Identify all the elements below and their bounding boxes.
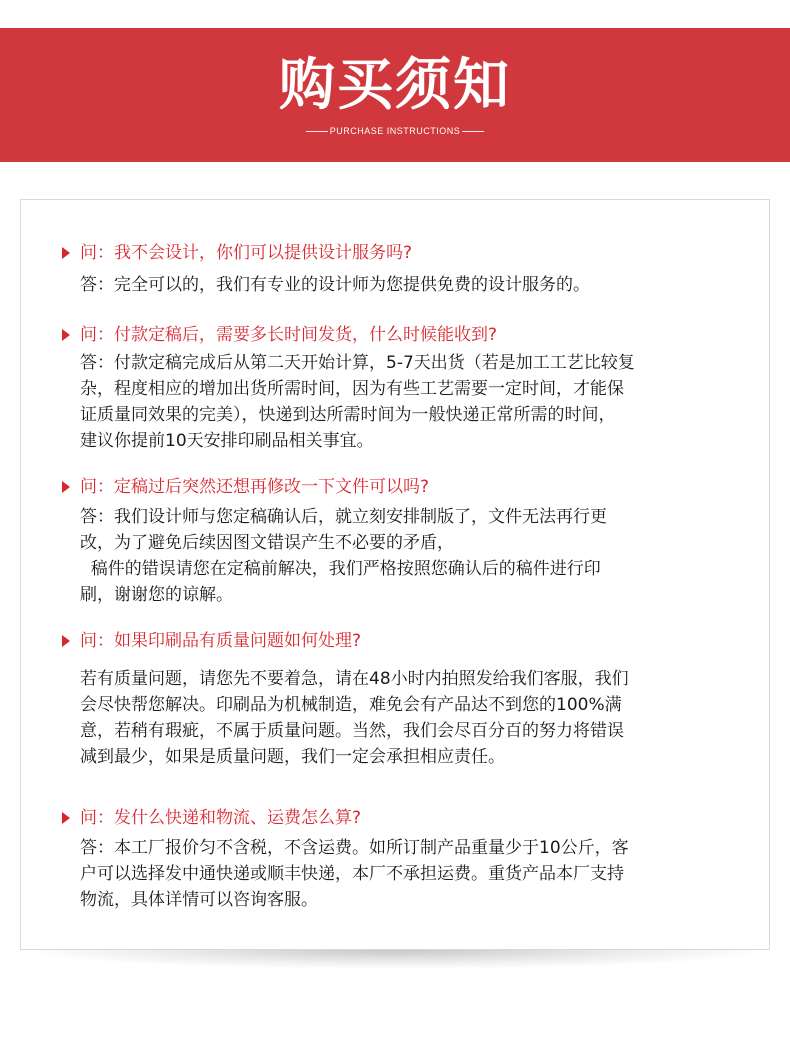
answer-line: 意，若稍有瑕疵，不属于质量问题。当然，我们会尽百分百的努力将错误 [80,721,624,741]
answer-line: 证质量同效果的完美），快递到达所需时间为一般快递正常所需的时间， [80,405,616,425]
faq-answer [62,835,742,913]
faq-item [62,240,742,298]
answer-line: 杂，程度相应的增加出货所需时间，因为有些工艺需要一定时间，才能保 [80,379,624,399]
answer-line: 稿件的错误请您在定稿前解决，我们严格按照您确认后的稿件进行印 [80,559,601,579]
question-text: 问：定稿过后突然还想再修改一下文件可以吗? [80,477,430,497]
arrow-right-icon [62,247,70,259]
faq-item [62,322,742,454]
arrow-right-icon [62,635,70,647]
faq-question [62,628,742,654]
answer-line: 户可以选择发中通快递或顺丰快递，本厂不承担运费。重货产品本厂支持 [80,864,624,884]
subtitle-rule-left [306,131,328,132]
question-text: 问：我不会设计，你们可以提供设计服务吗? [80,243,413,263]
answer-line: 会尽快帮您解决。印刷品为机械制造，难免会有产品达不到您的100%满 [80,695,622,715]
subtitle-rule-right [462,131,484,132]
faq-question [62,474,742,500]
arrow-right-icon [62,481,70,493]
answer-line: 答：付款定稿完成后从第二天开始计算，5-7天出货（若是加工工艺比较复 [80,353,635,373]
faq-question [62,805,742,831]
question-text: 问：付款定稿后，需要多长时间发货，什么时候能收到? [80,325,498,345]
header-banner [0,28,790,162]
answer-line: 物流，具体详情可以咨询客服。 [80,890,318,910]
page-subtitle [0,126,790,136]
arrow-right-icon [62,812,70,824]
answer-line: 答：本工厂报价匀不含税，不含运费。如所订制产品重量少于10公斤，客 [80,838,629,858]
answer-line: 减到最少，如果是质量问题，我们一定会承担相应责任。 [80,747,505,767]
answer-line: 答：完全可以的，我们有专业的设计师为您提供免费的设计服务的。 [80,275,590,295]
faq-answer [62,272,742,298]
answer-line: 刷，谢谢您的谅解。 [80,585,233,605]
subtitle-text: PURCHASE INSTRUCTIONS [329,126,461,136]
answer-line: 建议你提前10天安排印刷品相关事宜。 [80,431,374,451]
faq-answer [62,504,742,608]
faq-item [62,474,742,608]
faq-answer [62,666,742,770]
answer-line: 改，为了避免后续因图文错误产生不必要的矛盾， [80,533,454,553]
arrow-right-icon [62,329,70,341]
faq-question [62,322,742,348]
card-shadow [40,950,750,968]
answer-line: 答：我们设计师与您定稿确认后，就立刻安排制版了，文件无法再行更 [80,507,607,527]
faq-question [62,240,742,266]
answer-line: 若有质量问题，请您先不要着急，请在48小时内拍照发给我们客服，我们 [80,669,629,689]
faq-item [62,628,742,770]
faq-answer [62,350,742,454]
faq-item [62,805,742,913]
page-title: 购买须知 [279,53,511,118]
question-text: 问：发什么快递和物流、运费怎么算? [80,808,362,828]
question-text: 问：如果印刷品有质量问题如何处理? [80,631,362,651]
